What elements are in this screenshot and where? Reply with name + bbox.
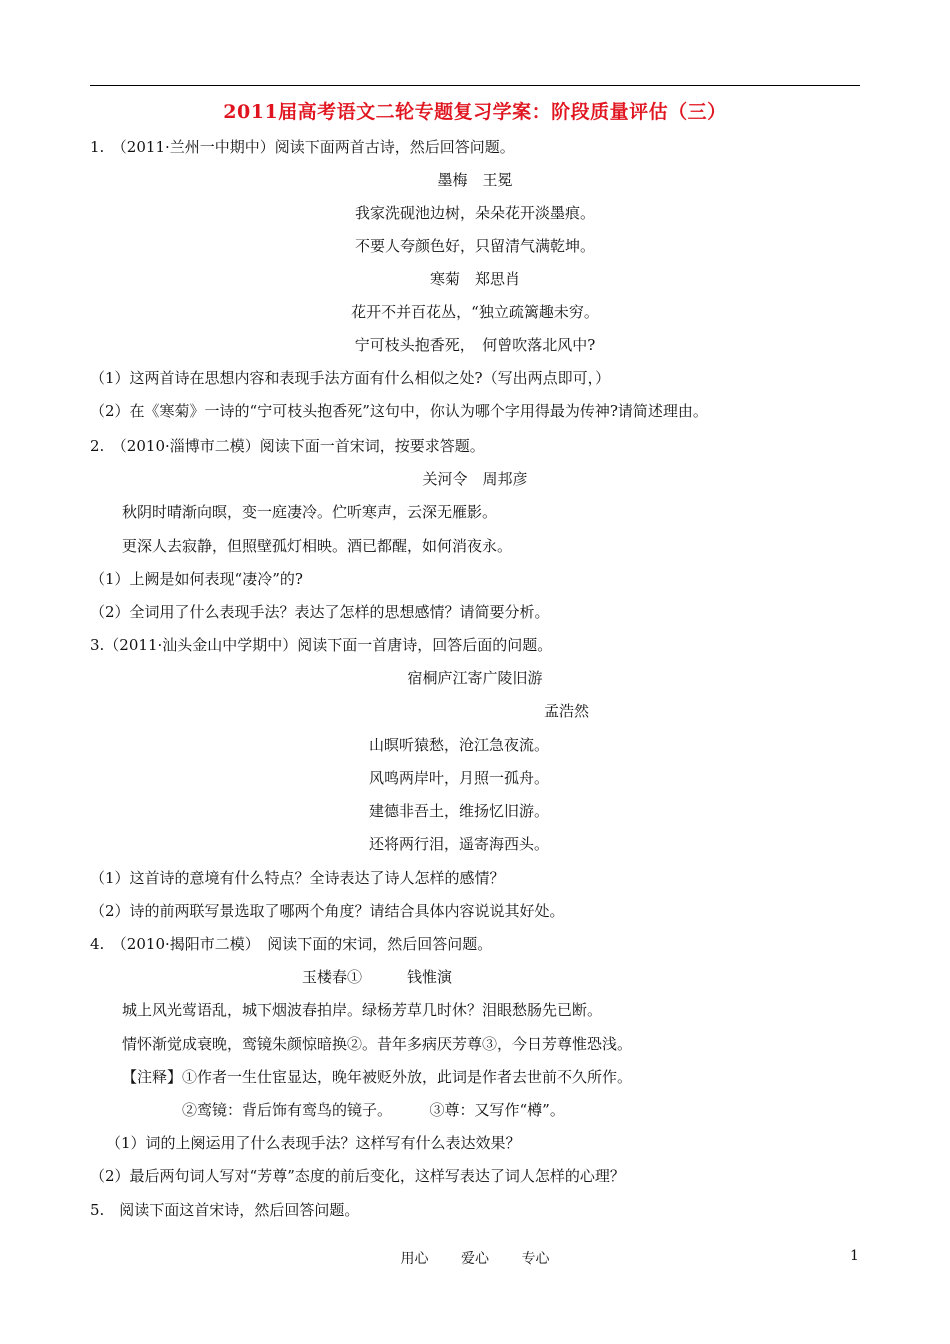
poem-line: 花开不并百花丛，“独立疏篱趣未穷。 <box>351 303 599 321</box>
sub-question: （1）上阙是如何表现“凄冷”的? <box>90 570 303 588</box>
sub-question: （2）最后两句词人写对“芳尊”态度的前后变化，这样写表达了词人怎样的心理？ <box>90 1167 625 1185</box>
poem-title: 关河令 周邦彦 <box>422 470 528 488</box>
header-rule <box>90 85 860 86</box>
poem-line: 不要人夸颜色好，只留清气满乾坤。 <box>354 237 595 255</box>
poem-line: 山暝听猿愁，沧江急夜流。 <box>369 736 550 754</box>
footer-item: 专心 <box>521 1251 550 1267</box>
page-number: 1 <box>850 1248 859 1264</box>
poem-title: 宿桐庐江寄广陵旧游 <box>407 669 543 687</box>
poem-line: 风鸣两岸叶，月照一孤舟。 <box>369 769 550 787</box>
question-4-intro: 4. （2010·揭阳市二模） 阅读下面的宋词，然后回答问题。 <box>90 935 493 953</box>
poem-line: 建德非吾土，维扬忆旧游。 <box>369 802 550 820</box>
poem-line: 还将两行泪，遥寄海西头。 <box>369 835 550 853</box>
sub-question: （2）全词用了什么表现手法？表达了怎样的思想感情？请简要分析。 <box>90 603 550 621</box>
sub-question: （2）在《寒菊》一诗的“宁可枝头抱香死”这句中，你认为哪个字用得最为传神?请简述理由。 <box>90 402 708 420</box>
poem-title: 墨梅 王冕 <box>437 171 513 189</box>
poem-title: 玉楼春① 钱惟演 <box>302 968 453 986</box>
document-title: 2011届高考语文二轮专题复习学案：阶段质量评估（三） <box>223 101 727 123</box>
poem-line: 情怀渐觉成衰晚，鸾镜朱颜惊暗换②。昔年多病厌芳尊③，今日芳尊惟恐浅。 <box>122 1035 633 1053</box>
poem-line: 宁可枝头抱香死， 何曾吹落北风中? <box>354 336 596 354</box>
poem-title: 寒菊 郑思肖 <box>429 270 520 288</box>
question-5-intro: 5. 阅读下面这首宋诗，然后回答问题。 <box>90 1201 360 1219</box>
annotation: ②鸾镜：背后饰有鸾鸟的镜子。 ③尊：又写作“樽”。 <box>182 1101 565 1119</box>
poem-line: 我家洗砚池边树，朵朵花开淡墨痕。 <box>354 204 595 222</box>
poem-author: 孟浩然 <box>544 702 590 720</box>
annotation: 【注释】①作者一生仕宦显达，晚年被贬外放，此词是作者去世前不久所作。 <box>122 1068 633 1086</box>
poem-line: 更深人去寂静，但照壁孤灯相映。酒已都醒，如何消夜永。 <box>122 537 513 555</box>
question-1-intro: 1. （2011·兰州一中期中）阅读下面两首古诗，然后回答问题。 <box>90 138 515 156</box>
page-footer <box>0 1248 950 1268</box>
question-2-intro: 2. （2010·淄博市二模）阅读下面一首宋词，按要求答题。 <box>90 437 485 455</box>
footer-item: 爱心 <box>461 1251 489 1267</box>
sub-question: （1）词的上阕运用了什么表现手法？这样写有什么表达效果？ <box>106 1134 521 1152</box>
poem-line: 城上风光莺语乱，城下烟波春拍岸。绿杨芳草几时休？泪眼愁肠先已断。 <box>122 1001 603 1019</box>
sub-question: （2）诗的前两联写景选取了哪两个角度？请结合具体内容说说其好处。 <box>90 902 565 920</box>
footer-item: 用心 <box>400 1251 429 1267</box>
question-3-intro: 3.（2011·汕头金山中学期中）阅读下面一首唐诗，回答后面的问题。 <box>90 636 553 654</box>
sub-question: （1）这两首诗在思想内容和表现手法方面有什么相似之处?（写出两点即可，） <box>90 369 611 387</box>
sub-question: （1）这首诗的意境有什么特点？全诗表达了诗人怎样的感情？ <box>90 869 505 887</box>
poem-line: 秋阴时晴渐向暝，变一庭凄冷。伫听寒声，云深无雁影。 <box>122 503 498 521</box>
